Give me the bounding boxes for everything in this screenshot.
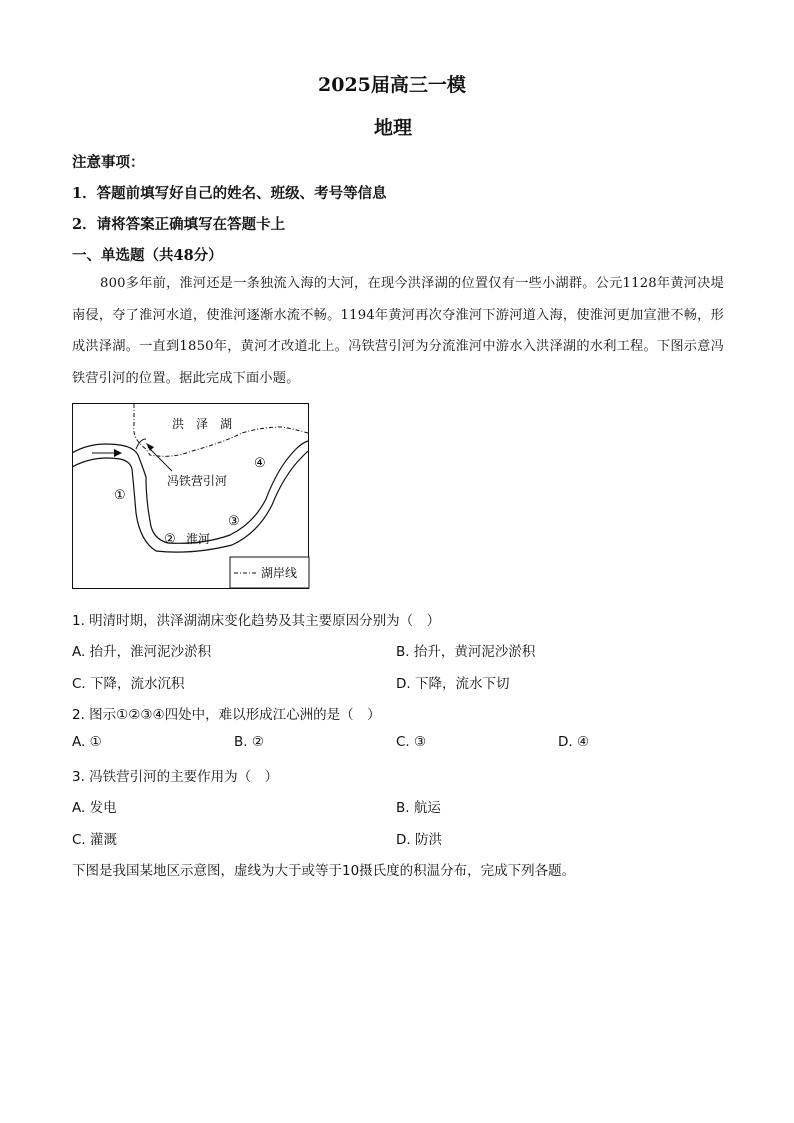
section-heading: 一、单选题（共48分） — [72, 247, 223, 264]
notes-item-2: 2．请将答案正确填写在答题卡上 — [72, 216, 286, 233]
notes-item-1: 1．答题前填写好自己的姓名、班级、考号等信息 — [72, 185, 387, 202]
question-3-option-a[interactable]: A. 发电 — [72, 800, 117, 816]
canal-label: 冯铁营引河 — [167, 474, 228, 488]
lake-label: 洪 泽 湖 — [172, 417, 233, 431]
question-2-option-c[interactable]: C. ③ — [396, 734, 427, 750]
question-1-option-a[interactable]: A. 抬升，淮河泥沙淤积 — [72, 644, 212, 660]
question-2-stem: 2. 图示①②③④四处中，难以形成江心洲的是（ ） — [72, 707, 381, 723]
question-1-stem: 1. 明清时期，洪泽湖湖床变化趋势及其主要原因分别为（ ） — [72, 613, 441, 629]
question-1-option-c[interactable]: C. 下降，流水沉积 — [72, 676, 185, 692]
legend-label: 湖岸线 — [261, 566, 298, 580]
map-figure — [72, 403, 310, 589]
question-3-stem: 3. 冯铁营引河的主要作用为（ ） — [72, 769, 279, 785]
question-1-option-b[interactable]: B. 抬升，黄河泥沙淤积 — [396, 644, 536, 660]
passage-2-text: 下图是我国某地区示意图，虚线为大于或等于10摄氏度的积温分布，完成下列各题。 — [72, 863, 576, 879]
river-label: 淮河 — [186, 532, 211, 546]
question-2-option-d[interactable]: D. ④ — [558, 734, 590, 750]
passage-text: 800多年前，淮河还是一条独流入海的大河，在现今洪泽湖的位置仅有一些小湖群。公元1128年黄河决堤南侵，夺了淮河水道，使淮河逐渐水流不畅。1194年黄河再次夺淮河下游河道入海，使淮河更加宣泄不畅，形成洪泽湖。一直到1850年，黄河才改道北上。冯铁营引河为分流淮河中游水入洪泽湖的水利工程。下图示意冯铁营引河的位置。据此完成下面小题。 — [72, 276, 724, 386]
subject-title: 地理 — [374, 117, 413, 139]
question-3-option-b[interactable]: B. 航运 — [396, 800, 441, 816]
marker-1: ① — [114, 488, 126, 503]
question-2-option-a[interactable]: A. ① — [72, 734, 102, 750]
question-3-option-c[interactable]: C. 灌溉 — [72, 832, 118, 848]
marker-2: ② — [164, 532, 176, 547]
page-title: 2025届高三一模 — [318, 74, 466, 96]
marker-4: ④ — [254, 456, 266, 471]
question-3-option-d[interactable]: D. 防洪 — [396, 832, 442, 848]
question-1-option-d[interactable]: D. 下降，流水下切 — [396, 676, 510, 692]
marker-3: ③ — [228, 514, 240, 529]
question-2-option-b[interactable]: B. ② — [234, 734, 264, 750]
notes-heading: 注意事项： — [72, 154, 145, 171]
